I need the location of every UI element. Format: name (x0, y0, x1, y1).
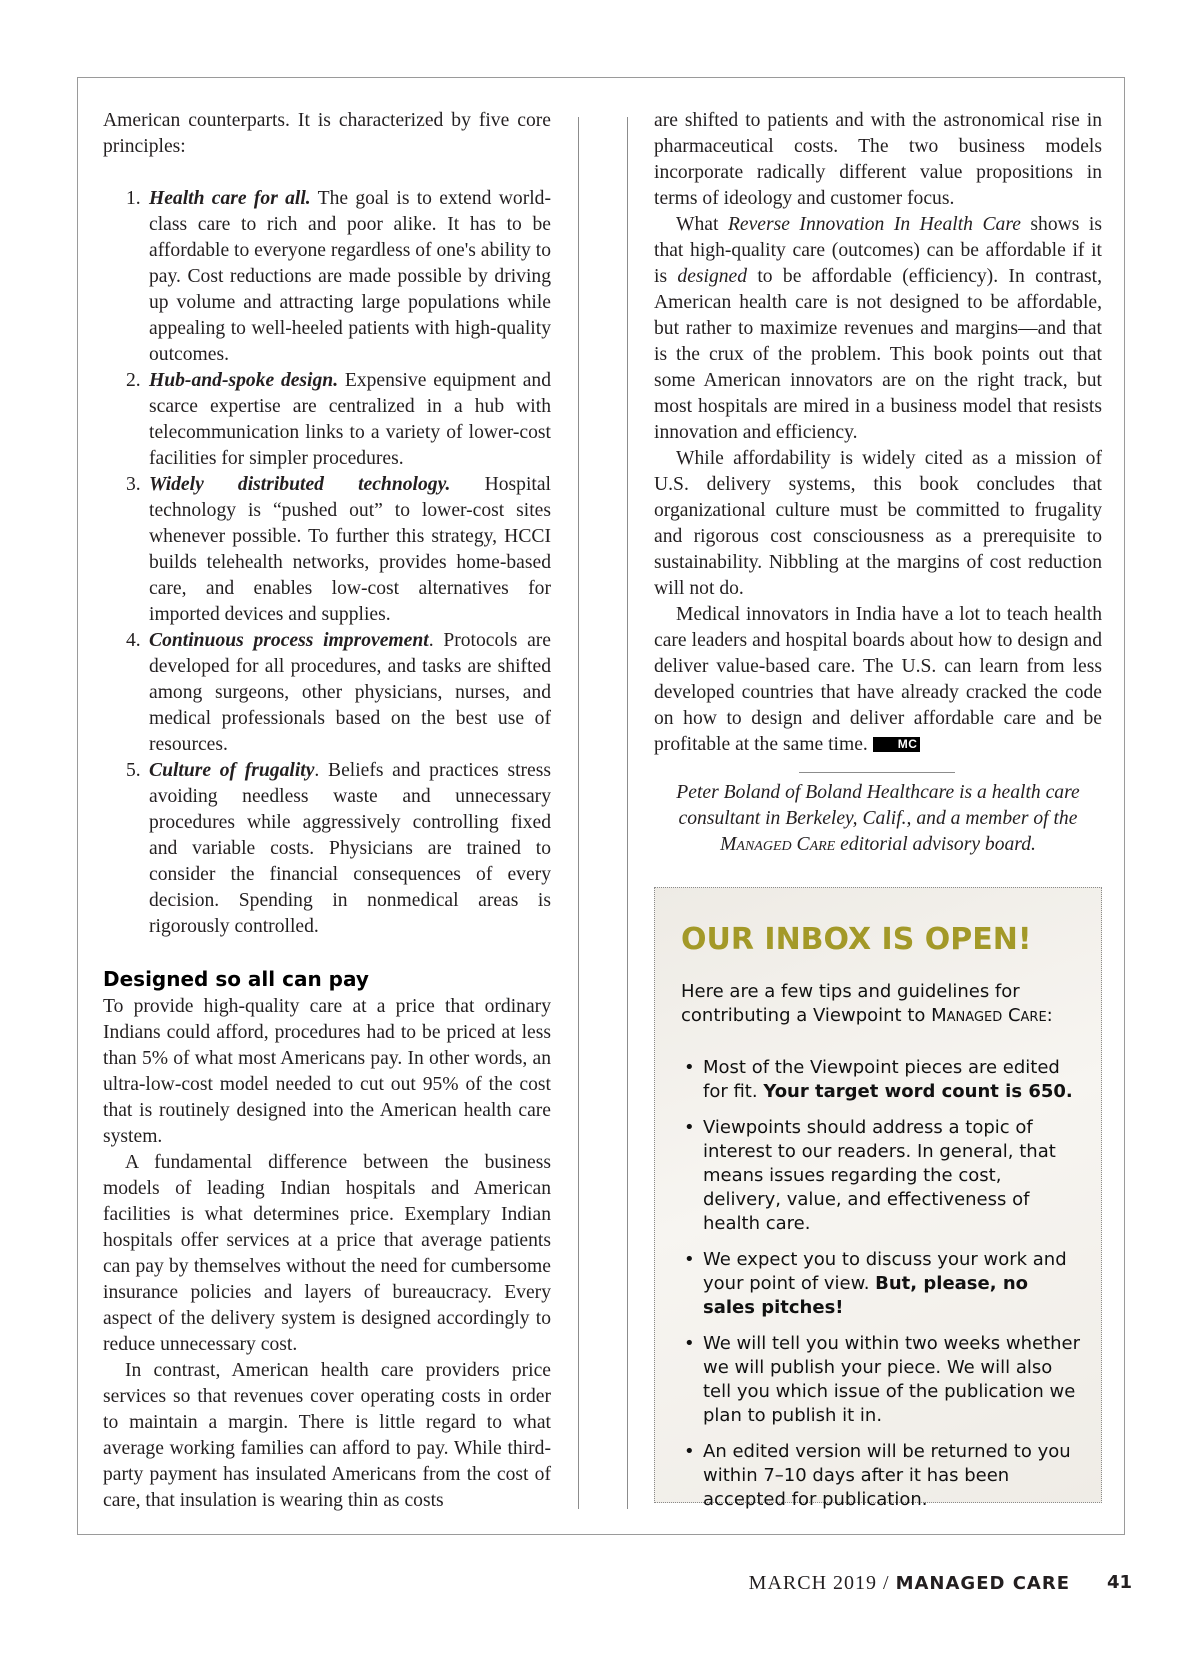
bullet-icon: • (684, 1057, 695, 1078)
list-item-text: . Beliefs and practices stress avoiding needless waste and unnecessary procedures while aggressively controlling fixed and variable costs. Physicians are trained to consider the financial consequences of every decision. Spending in nonmedical areas is rigorously controlled. (149, 760, 551, 937)
list-number: 3. (126, 474, 141, 495)
issue-date: MARCH 2019 / (748, 1572, 896, 1594)
bullet-icon: • (684, 1117, 695, 1138)
tips-list (681, 1056, 1081, 1524)
list-item (103, 472, 551, 628)
list-item (103, 628, 551, 758)
body-paragraph: To provide high-quality care at a price that ordinary Indians could afford, procedures had to be priced at less than 5% of what most Americans pay. In other words, an ultra-low-cost model needed to cut out 95% of the cost that is routinely designed into the American health care system. (103, 996, 551, 1147)
list-number: 4. (126, 630, 141, 651)
text-run: editorial advisory board. (835, 834, 1036, 855)
list-item-text: . Protocols are developed for all procedures, and tasks are shifted among surgeons, other physicians, nurses, and medical professionals based on the best use of resources. (149, 630, 552, 755)
callout-intro (681, 980, 1081, 1028)
list-item (103, 186, 551, 368)
body-paragraph: A fundamental difference between the business models of leading Indian hospitals and American facilities is what determines price. Exemplary Indian hospitals offer services at a price that average patients can pay by themselves without the need for cumbersome insurance policies and layers of bureaucracy. Every aspect of the delivery system is designed accordingly to reduce unnecessary cost. (103, 1152, 551, 1355)
tip-bold-text: Your target word count is 650. (763, 1081, 1073, 1102)
list-item (681, 1056, 1081, 1104)
list-item-title: Health care for all. (149, 188, 311, 209)
list-item (681, 1332, 1081, 1428)
list-item-title: Culture of frugality (149, 760, 315, 781)
list-item-title: Continuous process improvement (149, 630, 429, 651)
publication-name: Managed Care (931, 1005, 1047, 1026)
list-item-text: The goal is to extend world-class care to rich and poor alike. It has to be affordable to everyone regardless of one's ability to pay. Cost reductions are made possible by driving up volume and attracting large populations while appealing to well-heeled patients with high-quality outcomes. (149, 188, 551, 365)
list-item-title: Hub-and-spoke design. (149, 370, 339, 391)
body-paragraph (654, 212, 1102, 446)
bio-separator (799, 772, 955, 773)
right-column (654, 108, 1102, 758)
list-item (681, 1116, 1081, 1236)
text-run: Peter Boland of Boland Healthcare is a health care consultant in Berkeley, Calif., and a member of the (676, 782, 1080, 829)
tip-text: Viewpoints should address a topic of interest to our readers. In general, that means issues regarding the cost, delivery, value, and effectiveness of health care. (703, 1117, 1056, 1234)
list-item-text: Hospital technology is “pushed out” to lower-cost sites whenever possible. To further this strategy, HCCI builds telehealth networks, provides home-based care, and enables low-cost alternatives for imported devices and supplies. (149, 474, 551, 625)
list-item (681, 1248, 1081, 1320)
author-bio (654, 780, 1102, 858)
text-run: shows is that high-quality care (outcomes) can be affordable if it is (654, 214, 1102, 287)
bullet-icon: • (684, 1333, 695, 1354)
column-rule-right (627, 117, 628, 1509)
list-number: 1. (126, 188, 141, 209)
tip-bold-text: But, please, no sales pitches! (703, 1273, 1028, 1318)
tip-text: We will tell you within two weeks whether we will publish your piece. We will also tell you which issue of the publication we plan to publish it in. (703, 1333, 1081, 1426)
tip-text: Most of the Viewpoint pieces are edited for fit. (703, 1057, 1060, 1102)
magazine-name: MANAGED CARE (895, 1573, 1070, 1594)
callout-title: OUR INBOX IS OPEN! (681, 922, 1032, 957)
text-run: to be affordable (efficiency). In contrast, American health care is not designed to be affordable, but rather to maximize revenues and margins—and that is the crux of the problem. This book points out that some American innovators are on the right track, but most hospitals are mired in a business model that resists innovation and efficiency. (654, 266, 1102, 443)
list-number: 2. (126, 370, 141, 391)
bullet-icon: • (684, 1441, 695, 1462)
intro-paragraph: American counterparts. It is characterized by five core principles: (103, 110, 551, 157)
column-rule-left (578, 117, 579, 1509)
text-run: : (1046, 1005, 1053, 1026)
text-run: What (676, 214, 728, 235)
tip-text: We expect you to discuss your work and your point of view. (703, 1249, 1067, 1294)
body-paragraph: In contrast, American health care providers price services so that revenues cover operating costs in order to maintain a margin. There is little regard to what average working families can afford to pay. While third-party payment has insulated Americans from the cost of care, that insulation is wearing thin as costs (103, 1360, 551, 1511)
text-run: Here are a few tips and guidelines for contributing a Viewpoint to (681, 981, 1020, 1026)
body-paragraph (654, 602, 1102, 758)
list-item-title: Widely distributed technology. (149, 474, 451, 495)
book-title: Reverse Innovation In Health Care (727, 214, 1021, 235)
end-mark-badge: MC (873, 737, 921, 752)
publication-name: Managed Care (720, 834, 836, 855)
body-paragraph: are shifted to patients and with the astronomical rise in pharmaceutical costs. The two business models incorporate radically different value propositions in terms of ideology and customer focus. (654, 110, 1102, 209)
principles-list (103, 186, 551, 940)
list-item-text: Expensive equipment and scarce expertise are centralized in a hub with telecommunication links to a variety of lower-cost facilities for simpler procedures. (149, 370, 551, 469)
page-number: 41 (1107, 1572, 1133, 1593)
list-item (103, 368, 551, 472)
text-run: Medical innovators in India have a lot to teach health care leaders and hospital boards about how to design and deliver value-based care. The U.S. can learn from less developed countries that have already cracked the code on how to design and deliver affordable care and be profitable at the same time. (654, 604, 1102, 755)
list-number: 5. (126, 760, 141, 781)
body-paragraph: While affordability is widely cited as a mission of U.S. delivery systems, this book concludes that organizational culture must be committed to frugality and rigorous cost consciousness as a prerequisite to sustainability. Nibbling at the margins of cost reduction will not do. (654, 448, 1102, 599)
list-item (103, 758, 551, 940)
emphasis-text: designed (677, 266, 748, 287)
list-item (681, 1440, 1081, 1512)
bullet-icon: • (684, 1249, 695, 1270)
page-footer (749, 1572, 1070, 1595)
inbox-callout-box (654, 887, 1102, 1510)
section-heading: Designed so all can pay (103, 967, 369, 991)
left-column (103, 108, 551, 1514)
tip-text: An edited version will be returned to you within 7–10 days after it has been accepted for publication. (703, 1441, 1071, 1510)
